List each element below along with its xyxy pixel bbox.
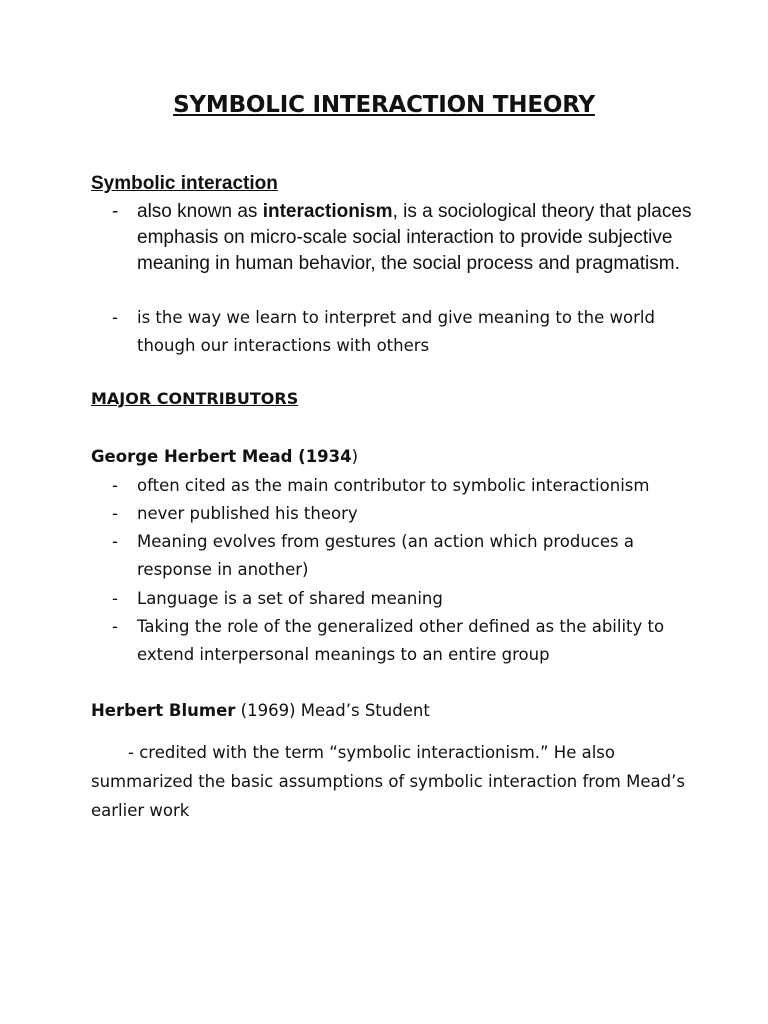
list-item	[112, 304, 692, 360]
section-heading-symbolic-interaction: Symbolic interaction	[91, 173, 278, 194]
list-item: - Taking the role of the generalized other defined as the ability to extend interpersonal meanings to an entire group	[112, 613, 692, 669]
list-item: - often cited as the main contributor to symbolic interactionism	[112, 472, 692, 500]
page-title: SYMBOLIC INTERACTION THEORY	[173, 92, 595, 118]
section-heading-major-contributors: MAJOR CONTRIBUTORS	[91, 389, 299, 408]
list-item: - Language is a set of shared meaning	[112, 585, 692, 613]
list-dash: -	[112, 308, 118, 327]
item-text: Taking the role of the generalized other defined as the ability to extend interpersonal meanings to an entire group	[137, 617, 665, 664]
item-text: Language is a set of shared meaning	[137, 589, 443, 608]
item-text: never published his theory	[137, 504, 358, 523]
list-dash: -	[112, 201, 119, 222]
contributor-name-blumer: Herbert Blumer (1969) Mead’s Student	[91, 701, 430, 720]
item-text-prefix: also known as	[137, 201, 263, 222]
contributor-name-mead: George Herbert Mead (1934)	[91, 447, 359, 466]
item-text: often cited as the main contributor to symbolic interactionism	[137, 476, 650, 495]
list-item	[112, 199, 692, 277]
blumer-paragraph: - credited with the term “symbolic interactionism.” He also summarized the basic assumptions of symbolic interaction from Mead’s earlier work	[91, 743, 685, 820]
item-text: Meaning evolves from gestures (an action which produces a response in another)	[137, 532, 634, 579]
list-item: - never published his theory	[112, 500, 692, 528]
list-item: - Meaning evolves from gestures (an action which produces a response in another)	[112, 528, 692, 584]
item-text: is the way we learn to interpret and give meaning to the world though our interactions with others	[137, 308, 655, 355]
item-text-rest: , is a sociological theory that places emphasis on micro-scale social interaction to provide subjective meaning in human behavior, the social process and pragmatism.	[137, 201, 692, 274]
item-text-bold: interactionism	[262, 201, 393, 222]
